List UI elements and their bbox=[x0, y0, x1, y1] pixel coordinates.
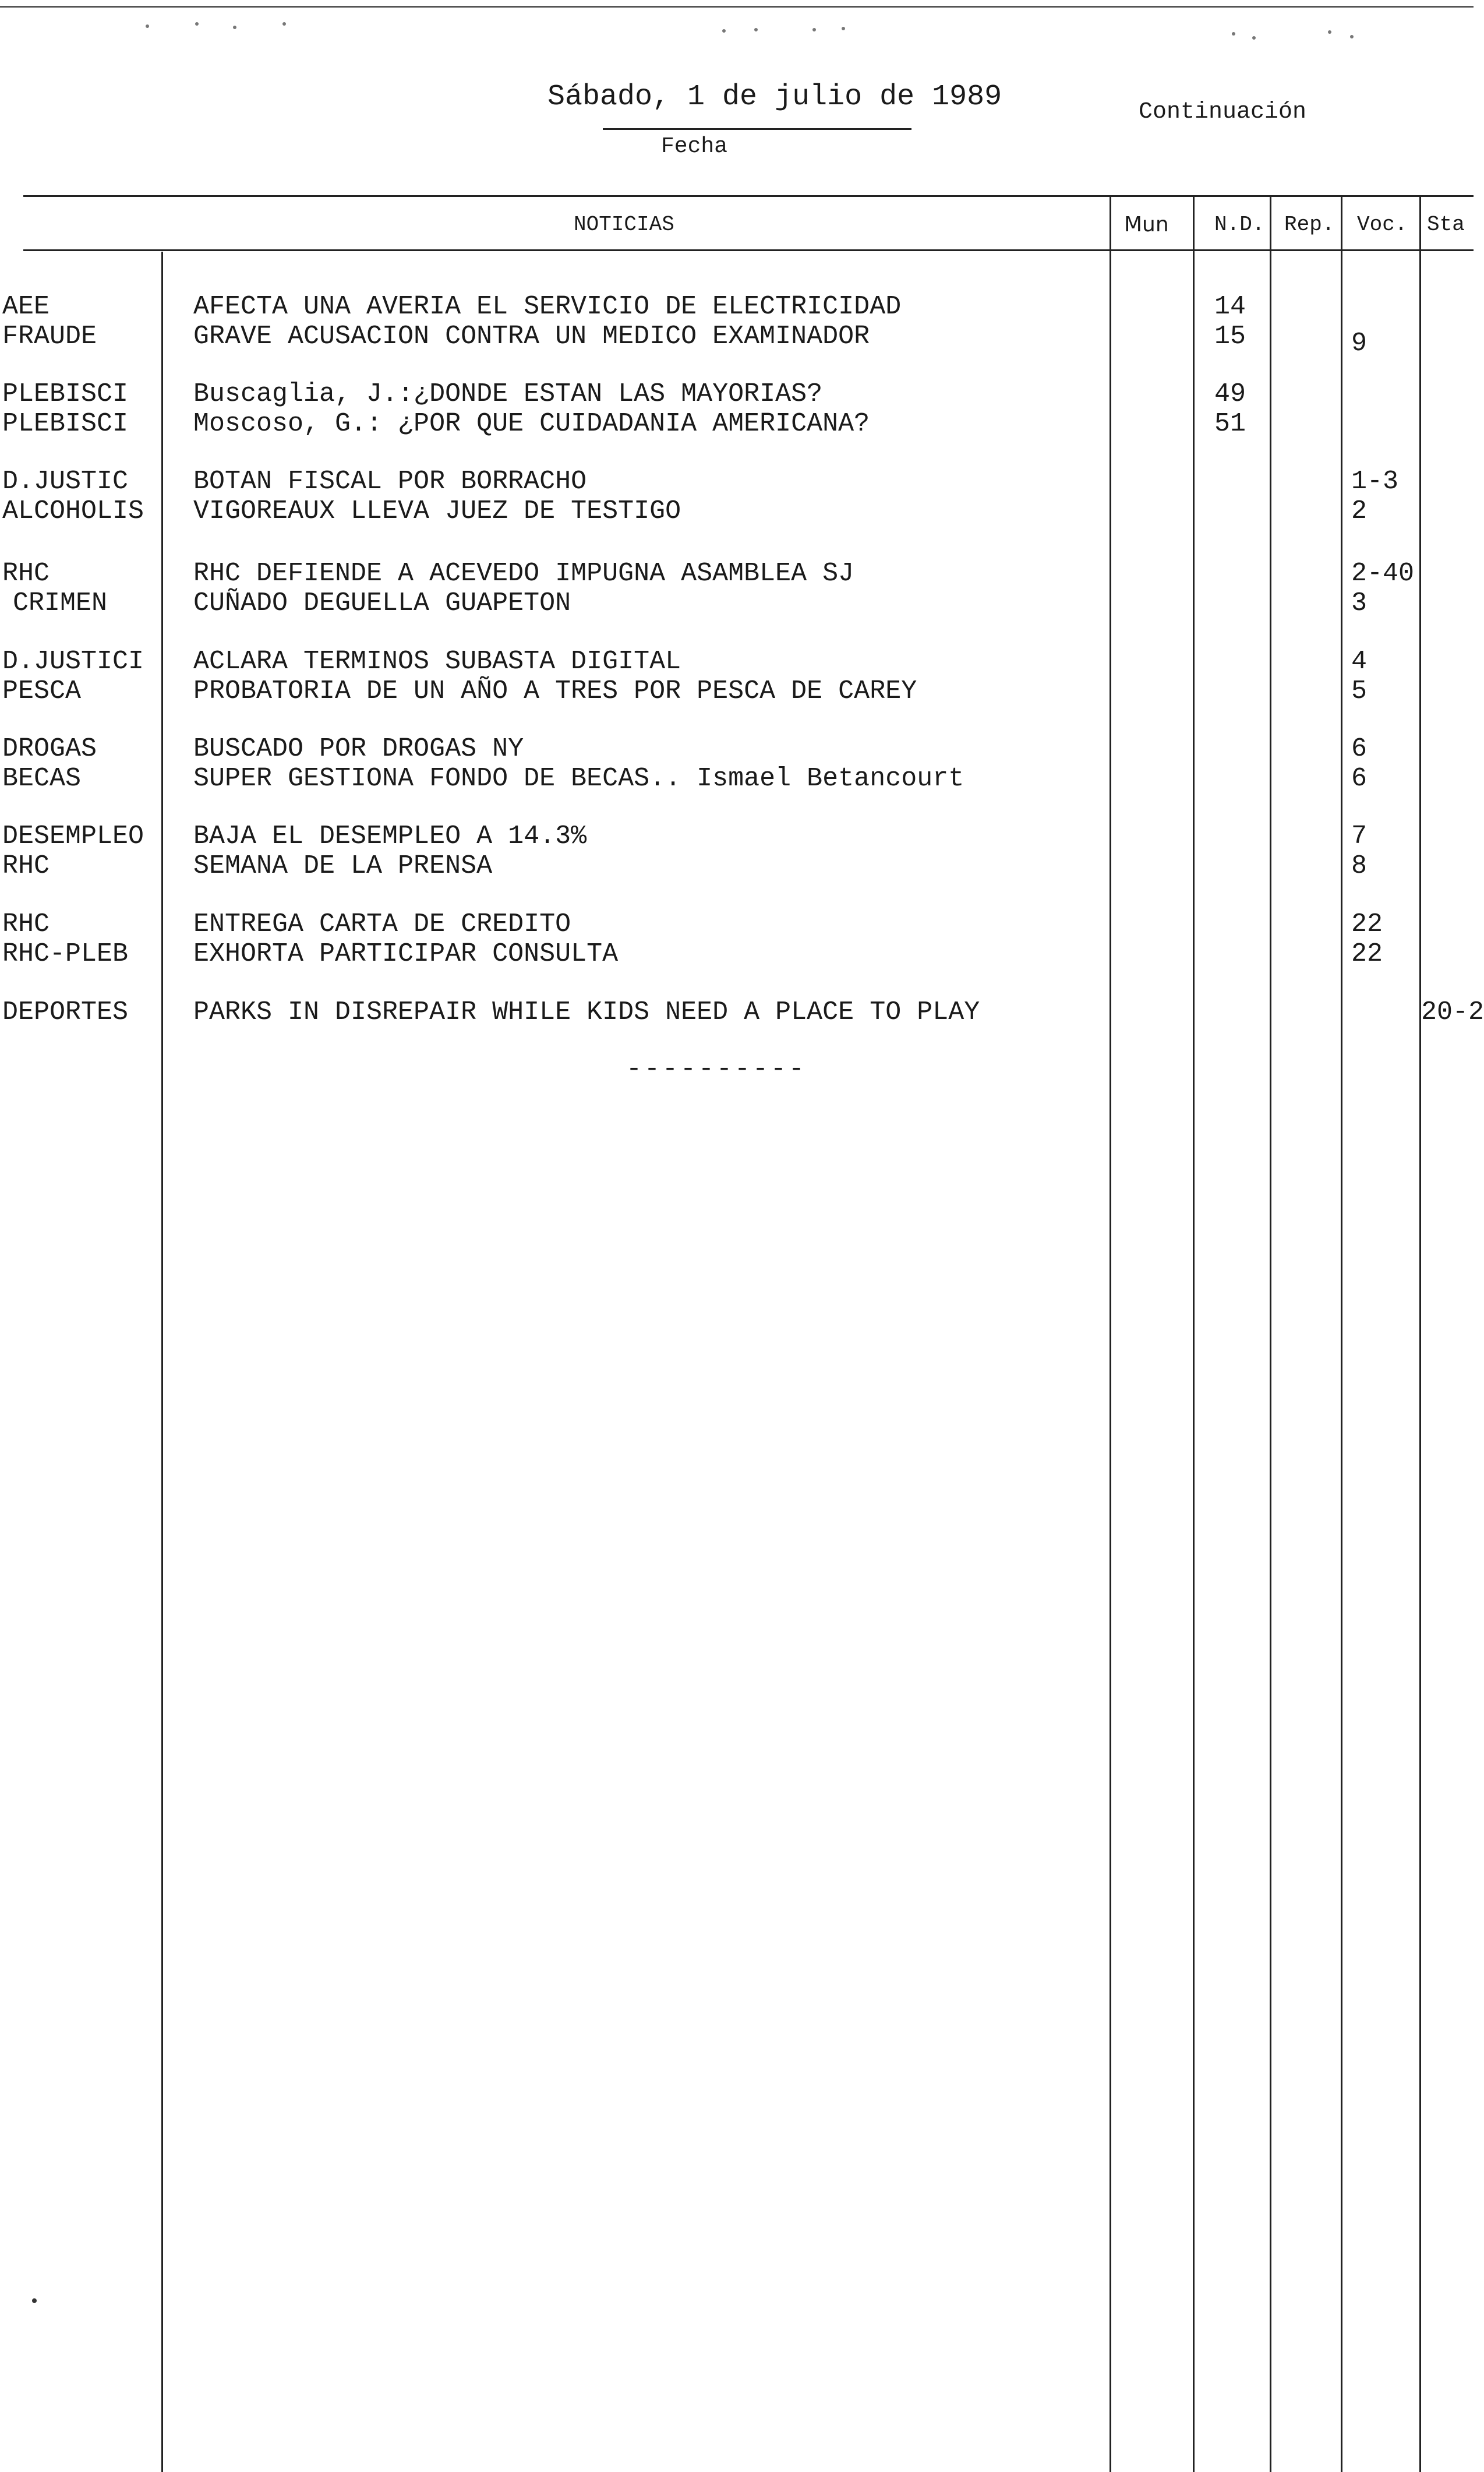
column-header-mun: Mun bbox=[1124, 213, 1169, 237]
date-label: Fecha bbox=[661, 134, 728, 159]
table-row bbox=[0, 674, 1474, 709]
row-headline: BAJA EL DESEMPLEO A 14.3% bbox=[193, 821, 587, 851]
row-category: FRAUDE bbox=[2, 322, 97, 351]
row-headline: Buscaglia, J.:¿DONDE ESTAN LAS MAYORIAS? bbox=[193, 379, 823, 409]
row-category: DROGAS bbox=[2, 734, 97, 764]
divider-nd-left bbox=[1193, 197, 1195, 2472]
row-headline: VIGOREAUX LLEVA JUEZ DE TESTIGO bbox=[193, 496, 681, 526]
table-row bbox=[0, 586, 1474, 621]
scan-speck bbox=[722, 29, 726, 33]
row-voc: 1-3 bbox=[1351, 467, 1399, 496]
row-category: PESCA bbox=[2, 676, 82, 706]
column-header-nd: N.D. bbox=[1214, 213, 1265, 237]
row-voc: 22 bbox=[1351, 939, 1383, 969]
row-nd: 15 bbox=[1214, 322, 1246, 351]
row-category: ALCOHOLIS bbox=[2, 496, 144, 526]
continuation-label: Continuación bbox=[1139, 99, 1307, 125]
scan-speck bbox=[1232, 32, 1235, 36]
row-category: RHC bbox=[2, 909, 50, 939]
row-category: D.JUSTICI bbox=[2, 647, 144, 676]
row-voc: 9 bbox=[1351, 329, 1368, 358]
divider-mun-left bbox=[1110, 197, 1111, 2472]
table-header-bottom-rule bbox=[23, 249, 1474, 251]
table-row bbox=[0, 849, 1474, 884]
scan-speck bbox=[32, 2298, 37, 2303]
document-date: Sábado, 1 de julio de 1989 bbox=[547, 80, 1002, 114]
table-row bbox=[0, 494, 1474, 529]
row-headline: AFECTA UNA AVERIA EL SERVICIO DE ELECTRICIDAD bbox=[193, 292, 902, 322]
date-underline bbox=[603, 128, 911, 130]
column-header-noticias: NOTICIAS bbox=[574, 213, 674, 237]
row-headline: BUSCADO POR DROGAS NY bbox=[193, 734, 524, 764]
row-category: AEE bbox=[2, 292, 50, 322]
divider-rep-left bbox=[1270, 197, 1271, 2472]
table-row bbox=[0, 995, 1484, 1030]
row-headline: ACLARA TERMINOS SUBASTA DIGITAL bbox=[193, 647, 681, 676]
column-header-stat: Sta bbox=[1427, 213, 1465, 237]
row-category: CRIMEN bbox=[13, 588, 108, 618]
row-voc: 22 bbox=[1351, 909, 1383, 939]
scan-speck bbox=[146, 24, 149, 28]
scan-speck bbox=[195, 22, 199, 26]
table-row bbox=[0, 319, 1474, 358]
scan-speck bbox=[754, 28, 758, 31]
row-category: PLEBISCI bbox=[2, 379, 129, 409]
row-nd: 14 bbox=[1214, 292, 1246, 322]
table-row bbox=[0, 761, 1474, 796]
row-stat: 20-2 bbox=[1421, 997, 1484, 1027]
column-header-rep: Rep. bbox=[1284, 213, 1335, 237]
row-headline: EXHORTA PARTICIPAR CONSULTA bbox=[193, 939, 619, 969]
row-headline: CUÑADO DEGUELLA GUAPETON bbox=[193, 588, 571, 618]
row-voc: 6 bbox=[1351, 764, 1368, 794]
row-headline: GRAVE ACUSACION CONTRA UN MEDICO EXAMINADOR bbox=[193, 322, 870, 351]
table-header-top-rule bbox=[23, 195, 1474, 197]
row-voc: 8 bbox=[1351, 851, 1368, 881]
scan-speck bbox=[812, 28, 816, 31]
row-category: PLEBISCI bbox=[2, 409, 129, 439]
row-category: BECAS bbox=[2, 764, 82, 794]
scan-speck bbox=[842, 27, 845, 30]
row-headline: RHC DEFIENDE A ACEVEDO IMPUGNA ASAMBLEA SJ bbox=[193, 559, 854, 588]
table-row bbox=[0, 407, 1474, 442]
row-voc: 5 bbox=[1351, 676, 1368, 706]
row-nd: 49 bbox=[1214, 379, 1246, 409]
row-voc: 4 bbox=[1351, 647, 1368, 676]
row-headline: PROBATORIA DE UN AÑO A TRES POR PESCA DE CAREY bbox=[193, 676, 917, 706]
row-voc: 6 bbox=[1351, 734, 1368, 764]
divider-stat-left bbox=[1419, 197, 1421, 2472]
scan-speck bbox=[282, 22, 286, 26]
row-category: DESEMPLEO bbox=[2, 821, 144, 851]
row-category: RHC-PLEB bbox=[2, 939, 129, 969]
row-voc: 2-40 bbox=[1351, 559, 1415, 588]
top-border bbox=[0, 6, 1474, 8]
row-headline: Moscoso, G.: ¿POR QUE CUIDADANIA AMERICANA? bbox=[193, 409, 870, 439]
scan-speck bbox=[1252, 36, 1256, 40]
scan-speck bbox=[233, 26, 236, 29]
end-marker: ---------- bbox=[626, 1055, 807, 1084]
column-header-voc: Voc. bbox=[1357, 213, 1408, 237]
row-category: DEPORTES bbox=[2, 997, 129, 1027]
row-headline: PARKS IN DISREPAIR WHILE KIDS NEED A PLACE TO PLAY bbox=[193, 997, 980, 1027]
scan-speck bbox=[1328, 30, 1331, 34]
row-voc: 2 bbox=[1351, 496, 1368, 526]
row-voc: 7 bbox=[1351, 821, 1368, 851]
row-nd: 51 bbox=[1214, 409, 1246, 439]
divider-voc-left bbox=[1341, 197, 1342, 2472]
row-category: D.JUSTIC bbox=[2, 467, 129, 496]
table-row bbox=[0, 937, 1474, 972]
row-headline: SEMANA DE LA PRENSA bbox=[193, 851, 493, 881]
scan-speck bbox=[1350, 35, 1354, 38]
row-category: RHC bbox=[2, 851, 50, 881]
row-headline: ENTREGA CARTA DE CREDITO bbox=[193, 909, 571, 939]
row-headline: BOTAN FISCAL POR BORRACHO bbox=[193, 467, 587, 496]
row-voc: 3 bbox=[1351, 588, 1368, 618]
row-category: RHC bbox=[2, 559, 50, 588]
row-headline: SUPER GESTIONA FONDO DE BECAS.. Ismael Betancourt bbox=[193, 764, 964, 794]
